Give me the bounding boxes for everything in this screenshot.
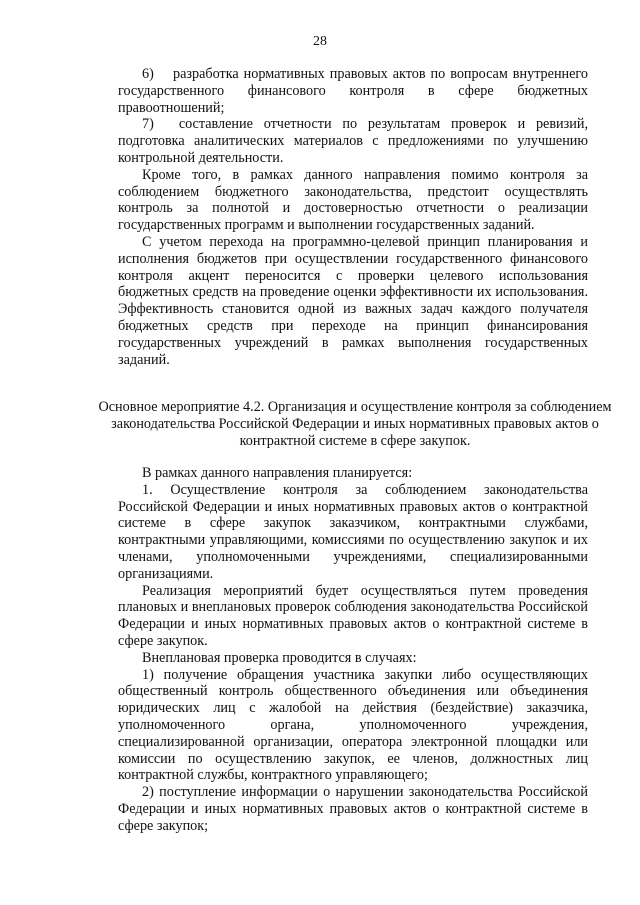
paragraph-case-2: 2) поступление информации о нарушении законодательства Российской Федерации и иных нормативных правовых актов о контрактной системе в сфере закупок; bbox=[118, 784, 588, 834]
paragraph-program-target: С учетом перехода на программно-целевой принцип планирования и исполнения бюджетов при осуществлении государственного финансового контроля акцент переносится с проверки целевого использования бюджетных средств на проведение оценки эффективности их использования. Эффективность становится одной из важных задач каждого получателя бюджетных средств при переходе на принцип финансирования государственных учреждений в рамках выполнения государственных заданий. bbox=[118, 233, 588, 368]
paragraph-unscheduled-intro: Внеплановая проверка проводится в случаях: bbox=[142, 649, 417, 666]
paragraph-control-scope: Кроме того, в рамках данного направления помимо контроля за соблюдением бюджетного законодательства, предстоит осуществлять контроль за полнотой и достоверностью отчетности о реализации государственных программ и выполнении государственных заданий. bbox=[118, 166, 588, 234]
paragraph-item-7: 7) составление отчетности по результатам проверок и ревизий, подготовка аналитических материалов с предложениями по улучшению контрольной деятельности. bbox=[118, 116, 588, 166]
section-heading: Основное мероприятие 4.2. Организация и осуществление контроля за соблюдением законодательства Российской Федерации и иных нормативных правовых актов о контрактной системе в сфере закупок. bbox=[98, 399, 612, 449]
paragraph-item-1: 1. Осуществление контроля за соблюдением законодательства Российской Федерации и иных нормативных правовых актов о контрактной системе в сфере закупок заказчиком, контрактными службами, контрактными управляющими, комиссиями по осуществлению закупок и их членами, уполномоченными учреждениями, специализированными организациями. bbox=[118, 481, 588, 582]
paragraph-implementation: Реализация мероприятий будет осуществляться путем проведения плановых и внеплановых проверок соблюдения законодательства Российской Федерации и иных нормативных правовых актов о контрактной системе в сфере закупок. bbox=[118, 582, 588, 649]
paragraph-item-6: 6) разработка нормативных правовых актов по вопросам внутреннего государственного финансового контроля в сфере бюджетных правоотношений; bbox=[118, 66, 588, 116]
body-text-block-2 bbox=[118, 465, 588, 835]
paragraph-case-1: 1) получение обращения участника закупки либо осуществляющих общественный контроль общественного объединения или объединения юридических лиц с жалобой на действия (бездействие) заказчика, уполномоченного органа, уполномоченного учреждения, специализированной организации, оператора электронной площадки или комиссии по осуществлению закупок, ее членов, должностных лиц контрактной службы, контрактного управляющего; bbox=[118, 666, 588, 784]
body-text-block-1 bbox=[118, 66, 588, 368]
page-number: 28 bbox=[313, 34, 327, 49]
paragraph-planned: В рамках данного направления планируется: bbox=[142, 465, 413, 481]
